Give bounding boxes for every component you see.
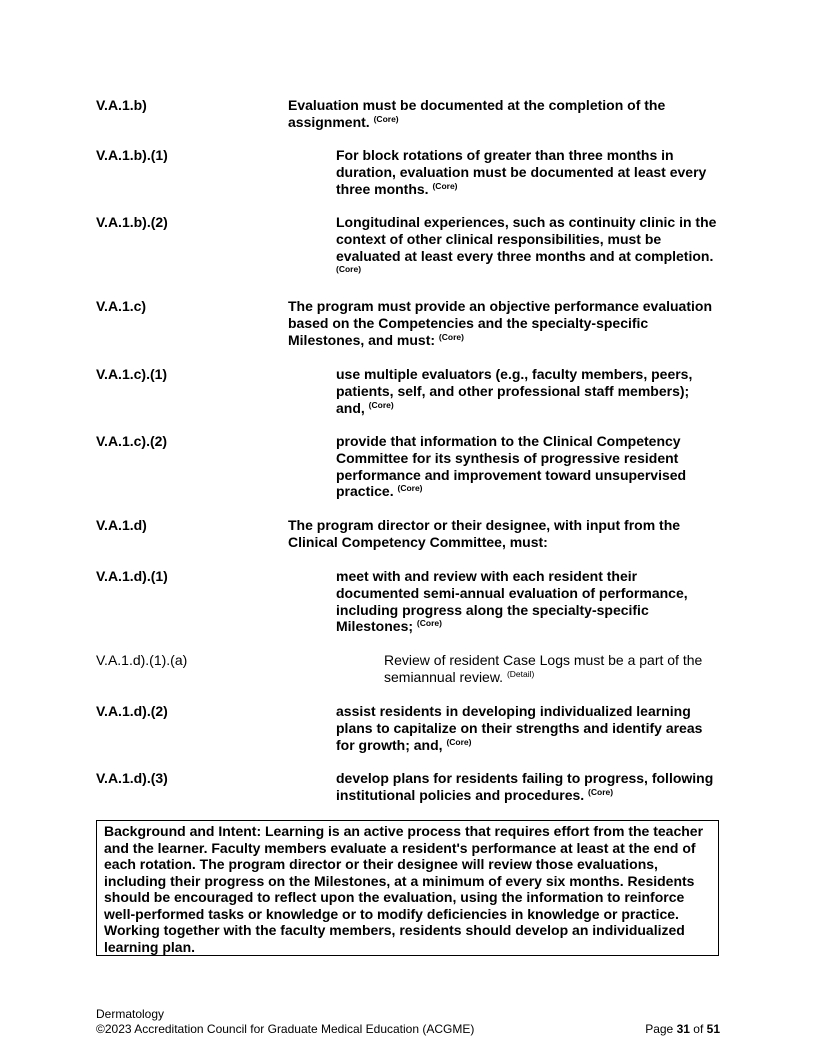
requirement-category-tag: (Core) xyxy=(368,399,394,410)
requirement-category-tag: (Core) xyxy=(438,331,464,342)
requirement-category-tag: (Core) xyxy=(432,180,458,191)
requirement-item xyxy=(96,433,720,500)
requirement-body: For block rotations of greater than three months in duration, evaluation must be documented at least every three months. xyxy=(336,147,707,197)
footer-specialty xyxy=(96,1007,720,1021)
requirement-item xyxy=(96,517,720,551)
requirement-text xyxy=(336,433,720,500)
requirement-item xyxy=(96,568,720,635)
requirement-number: V.A.1.c).(1) xyxy=(96,366,168,382)
requirement-category-tag: (Core) xyxy=(588,786,614,797)
requirement-body: Evaluation must be documented at the completion of the assignment. xyxy=(288,97,666,130)
requirement-body: Review of resident Case Logs must be a part of the semiannual review. xyxy=(384,652,703,685)
requirement-body: develop plans for residents failing to progress, following institutional policies and procedures. xyxy=(336,770,714,803)
requirement-category-tag: (Core) xyxy=(373,113,399,124)
requirement-text xyxy=(336,214,720,281)
requirement-text xyxy=(288,298,720,348)
page-label: Page xyxy=(645,1022,674,1036)
requirement-item xyxy=(96,652,720,686)
requirement-category-tag: (Core) xyxy=(446,736,472,747)
requirement-text xyxy=(384,652,720,686)
requirement-category-tag: (Core) xyxy=(397,483,423,494)
footer-copyright-line xyxy=(96,1022,720,1036)
requirement-body: Longitudinal experiences, such as continuity clinic in the context of other clinical responsibilities, must be evaluated at least every three months and at completion. xyxy=(336,214,717,264)
requirement-body: provide that information to the Clinical Competency Committee for its synthesis of progressive resident performance and improvement toward unsupervised practice. xyxy=(336,433,687,500)
requirement-item xyxy=(96,770,720,804)
requirement-number: V.A.1.d).(1) xyxy=(96,568,168,584)
requirement-number: V.A.1.b) xyxy=(96,97,147,113)
requirement-number: V.A.1.d).(1).(a) xyxy=(96,652,188,668)
requirement-number: V.A.1.c).(2) xyxy=(96,433,168,449)
requirement-text xyxy=(336,703,720,753)
requirement-number: V.A.1.c) xyxy=(96,298,147,314)
requirement-body: use multiple evaluators (e.g., faculty members, peers, patients, self, and other professional staff members); and, xyxy=(336,366,693,416)
page-number xyxy=(645,1022,720,1036)
requirement-text xyxy=(336,770,720,804)
requirement-category-tag: (Core) xyxy=(416,618,442,629)
background-intent-text: Background and Intent: Learning is an active process that requires effort from the teacher and the learner. Faculty members evaluate a resident's performance at least at the end of each rotation. The program director or their designee will review those evaluations, including their progress on the Milestones, at a minimum of every six months. Residents should be encouraged to reflect upon the evaluation, using the information to reinforce well-performed tasks or knowledge or to modify deficiencies in knowledge or practice. Working together with the faculty members, residents should develop an individualized learning plan. xyxy=(104,823,704,955)
page-of: of xyxy=(693,1022,704,1036)
requirement-item xyxy=(96,214,720,281)
page-current: 31 xyxy=(676,1022,690,1036)
background-intent-box xyxy=(96,820,719,956)
requirement-body: meet with and review with each resident their documented semi-annual evaluation of performance, including progress along the specialty-specific Milestones; xyxy=(336,568,688,635)
requirement-number: V.A.1.b).(1) xyxy=(96,147,168,163)
requirement-item xyxy=(96,147,720,197)
requirement-number: V.A.1.d).(2) xyxy=(96,703,168,719)
requirement-body: The program must provide an objective performance evaluation based on the Competencies and the specialty-specific Milestones, and must: xyxy=(288,298,712,348)
specialty-name: Dermatology xyxy=(96,1007,165,1021)
requirement-text xyxy=(336,568,720,635)
requirement-item xyxy=(96,298,720,348)
requirement-number: V.A.1.b).(2) xyxy=(96,214,168,230)
requirement-text xyxy=(336,147,720,197)
requirement-item xyxy=(96,97,720,131)
page-total: 51 xyxy=(706,1022,720,1036)
requirement-number: V.A.1.d).(3) xyxy=(96,770,168,786)
requirement-category-tag: (Detail) xyxy=(506,668,535,679)
requirement-item xyxy=(96,703,720,753)
requirement-text xyxy=(288,517,720,551)
copyright-text: ©2023 Accreditation Council for Graduate Medical Education (ACGME) xyxy=(96,1022,475,1036)
requirement-category-tag: (Core) xyxy=(336,264,362,275)
requirement-text xyxy=(288,97,720,131)
requirement-text xyxy=(336,366,720,416)
requirement-body: The program director or their designee, with input from the Clinical Competency Committee, must: xyxy=(288,517,681,550)
requirement-body: assist residents in developing individualized learning plans to capitalize on their strengths and identify areas for growth; and, xyxy=(336,703,703,753)
requirement-number: V.A.1.d) xyxy=(96,517,147,533)
requirement-item xyxy=(96,366,720,416)
